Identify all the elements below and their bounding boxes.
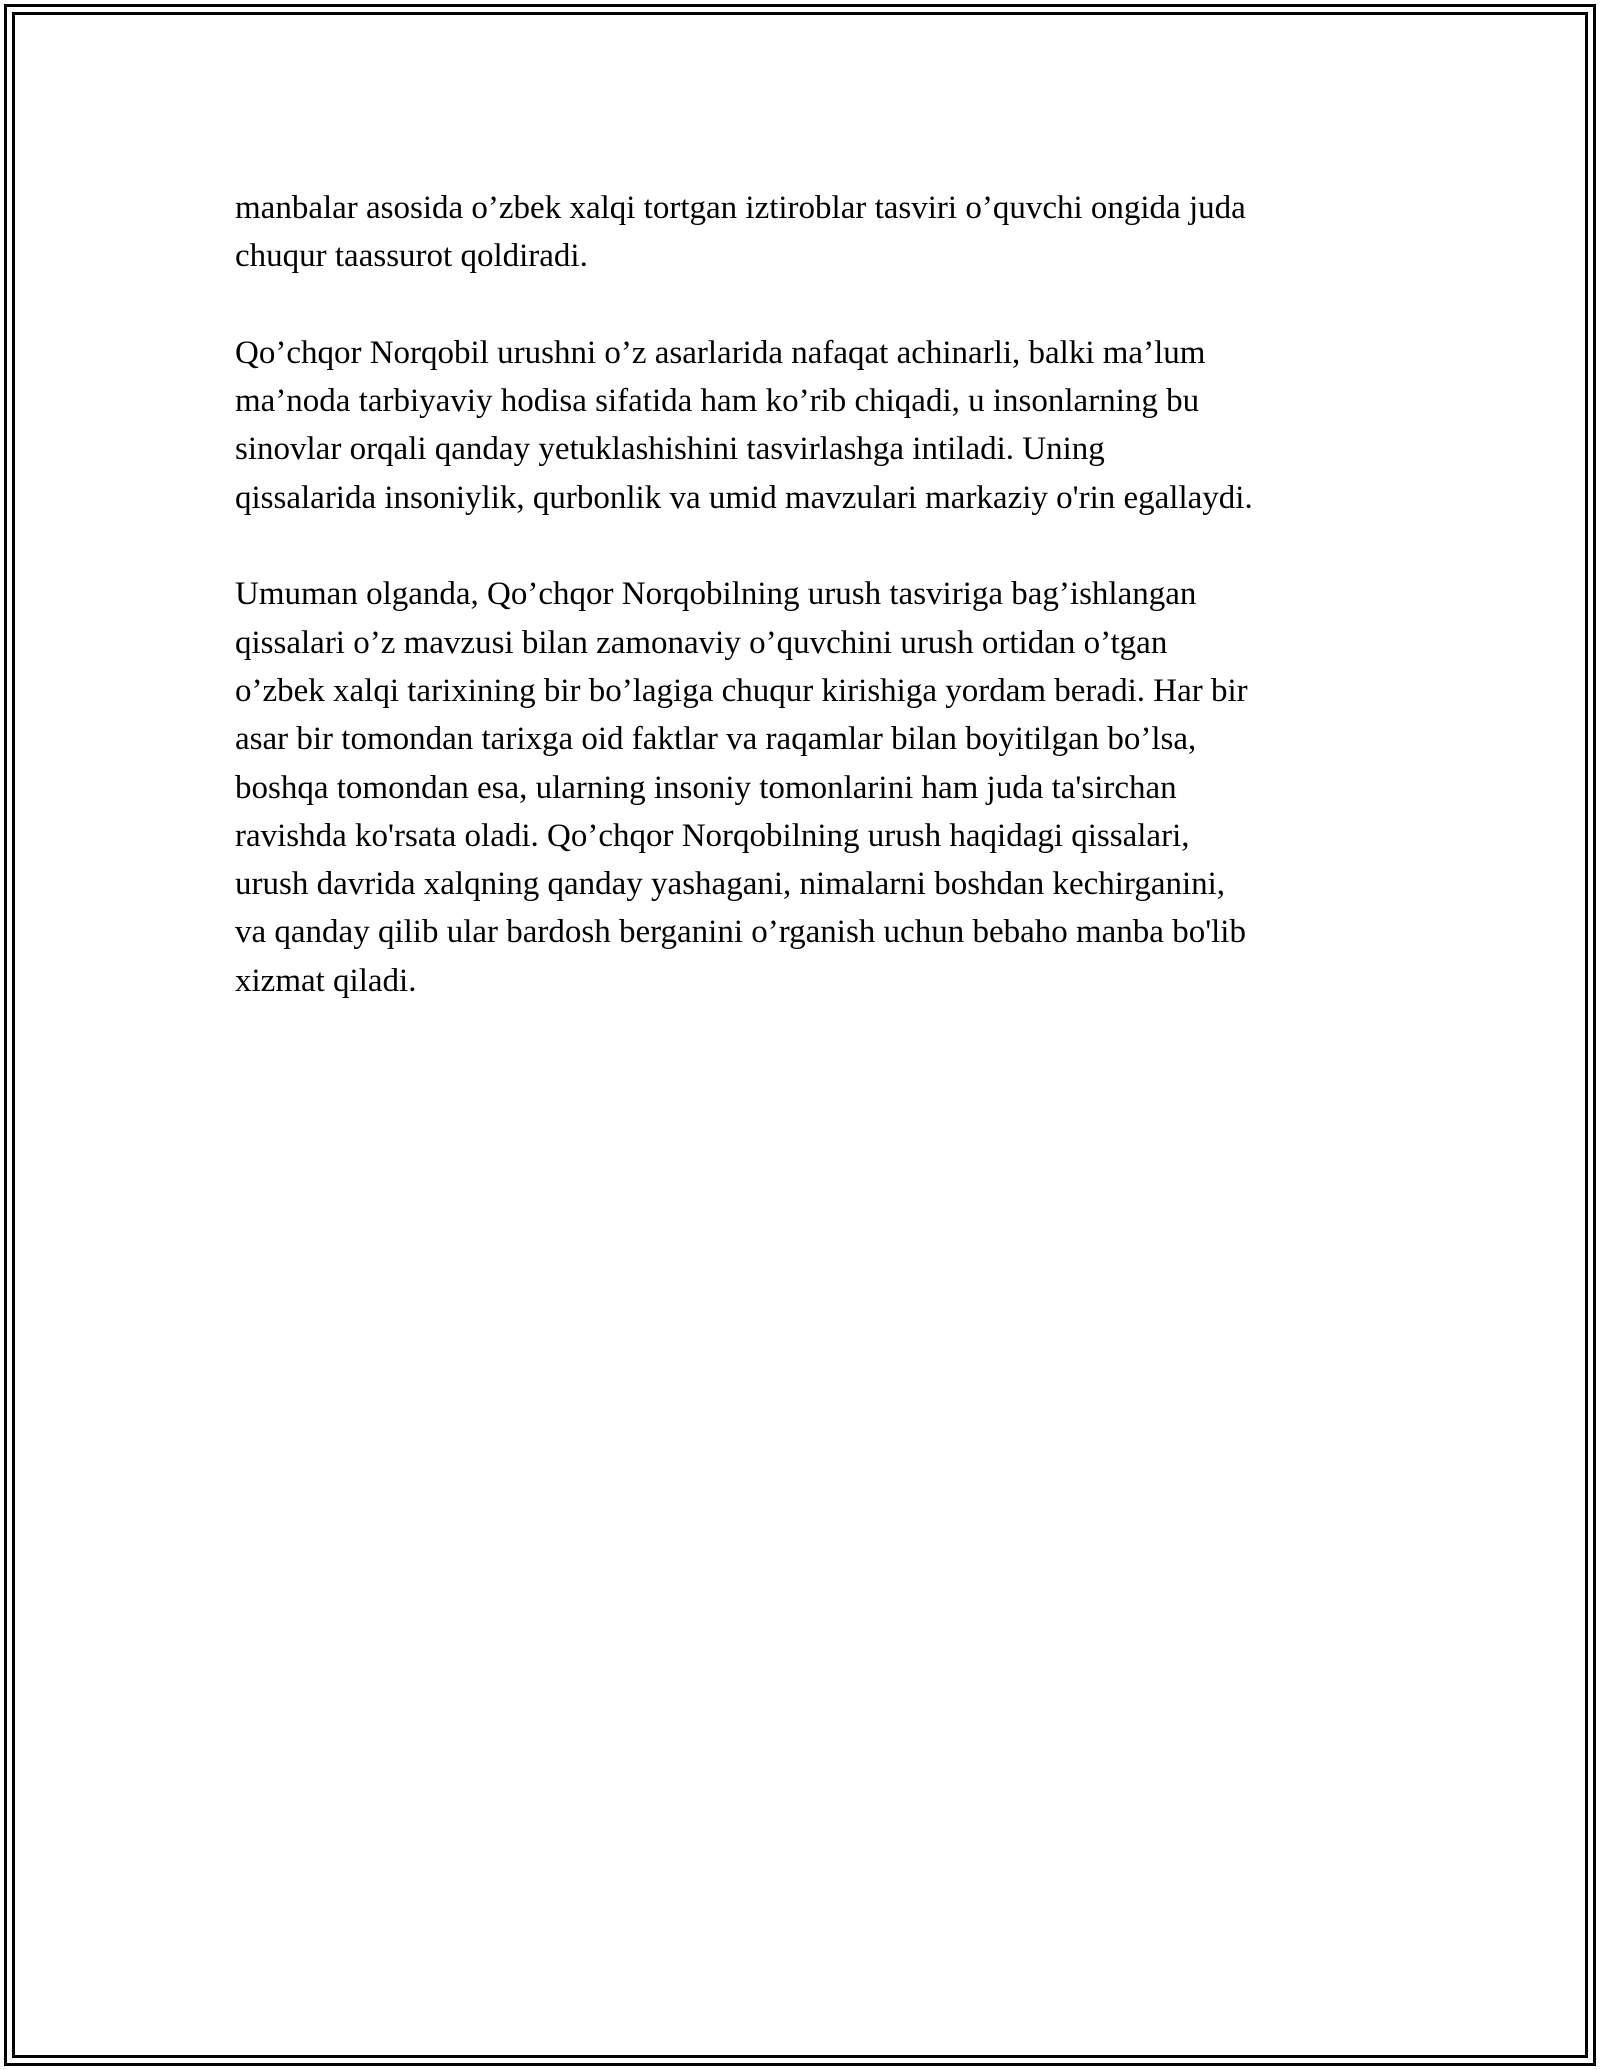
text-line: sinovlar orqali qanday yetuklashishini tasvirlashga intiladi. Uning	[235, 431, 1105, 468]
document-body	[235, 184, 1395, 1053]
paragraph-3	[235, 570, 1395, 1005]
text-line: o’zbek xalqi tarixining bir bo’lagiga chuqur kirishiga yordam beradi. Har bir	[235, 672, 1248, 709]
text-line: Qo’chqor Norqobil urushni o’z asarlarida nafaqat achinarli, balki ma’lum	[235, 334, 1206, 371]
text-line: va qanday qilib ular bardosh berganini o’rganish uchun bebaho manba bo'lib	[235, 914, 1246, 951]
text-line: xizmat qiladi.	[235, 962, 417, 999]
text-line: ma’noda tarbiyaviy hodisa sifatida ham ko’rib chiqadi, u insonlarning bu	[235, 383, 1200, 420]
text-line: qissalarida insoniylik, qurbonlik va umid mavzulari markaziy o'rin egallaydi.	[235, 479, 1253, 516]
paragraph-1	[235, 184, 1395, 281]
paragraph-2	[235, 329, 1395, 522]
text-line: ravishda ko'rsata oladi. Qo’chqor Norqobilning urush haqidagi qissalari,	[235, 817, 1190, 854]
text-line: urush davrida xalqning qanday yashagani, nimalarni boshdan kechirganini,	[235, 866, 1226, 903]
text-line: Umuman olganda, Qo’chqor Norqobilning urush tasviriga bag’ishlangan	[235, 576, 1197, 613]
text-line: chuqur taassurot qoldiradi.	[235, 238, 588, 275]
text-line: asar bir tomondan tarixga oid faktlar va raqamlar bilan boyitilgan bo’lsa,	[235, 721, 1197, 758]
text-line: manbalar asosida o’zbek xalqi tortgan iztiroblar tasviri o’quvchi ongida juda	[235, 190, 1246, 226]
text-line: qissalari o’z mavzusi bilan zamonaviy o’quvchini urush ortidan o’tgan	[235, 624, 1168, 661]
text-line: boshqa tomondan esa, ularning insoniy tomonlarini ham juda ta'sirchan	[235, 769, 1177, 806]
